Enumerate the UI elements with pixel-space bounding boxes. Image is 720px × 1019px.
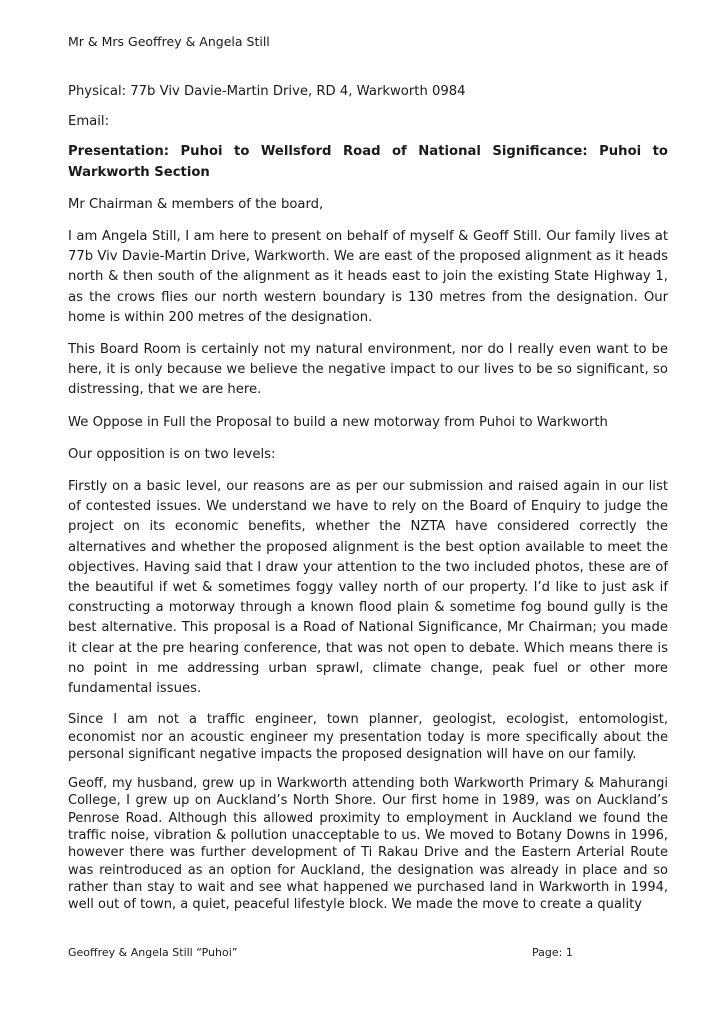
header-names: Mr & Mrs Geoffrey & Angela Still	[68, 34, 270, 49]
salutation: Mr Chairman & members of the board,	[68, 196, 324, 212]
paragraph-oppose: We Oppose in Full the Proposal to build a new motorway from Puhoi to Warkworth	[68, 414, 608, 430]
footer-title: Geoffrey & Angela Still “Puhoi”	[68, 946, 238, 959]
paragraph-intro: I am Angela Still, I am here to present on behalf of myself & Geoff Still. Our family lives at 77b Viv Davie-Martin Drive, Warkworth. We are east of the proposed alignment as it heads north & then south of the alignment as it heads east to join the existing State Highway 1, as the crows flies our north western boundary is 130 metres from the designation. Our home is within 200 metres of the designation.	[68, 229, 668, 325]
footer-page-number: Page: 1	[532, 946, 573, 959]
presentation-title: Presentation: Puhoi to Wellsford Road of National Significance: Puhoi to Warkworth Section	[68, 144, 668, 180]
paragraph-boardroom: This Board Room is certainly not my natural environment, nor do I really even want to be here, it is only because we believe the negative impact to our lives to be so significant, so distressing, that we are here.	[68, 342, 668, 398]
paragraph-background: Geoff, my husband, grew up in Warkworth attending both Warkworth Primary & Mahurangi College, I grew up on Auckland’s North Shore. Our first home in 1989, was on Auckland’s Penrose Road. Although this allowed proximity to employment in Auckland we found the traffic noise, vibration & pollution unacceptable to us. We moved to Botany Downs in 1996, however there was further development of Ti Rakau Drive and the Eastern Arterial Route was reintroduced as an option for Auckland, the designation was already in place and so rather than stay to wait and see what happened we purchased land in Warkworth in 1994, well out of town, a quiet, peaceful lifestyle block. We made the move to create a quality	[68, 776, 668, 913]
paragraph-two-levels: Our opposition is on two levels:	[68, 446, 276, 462]
paragraph-not-engineer: Since I am not a traffic engineer, town planner, geologist, ecologist, entomologist, economist nor an acoustic engineer my presentation today is more specifically about the personal significant negative impacts the proposed designation will have on our family.	[68, 712, 668, 762]
paragraph-firstly: Firstly on a basic level, our reasons are as per our submission and raised again in our list of contested issues. We understand we have to rely on the Board of Enquiry to judge the project on its economic benefits, whether the NZTA have considered correctly the alternatives and whether the proposed alignment is the best option available to meet the objectives. Having said that I draw your attention to the two included photos, these are of the beautiful if wet & sometimes foggy valley north of our property. I’d like to just ask if constructing a motorway through a known flood plain & sometime fog bound gully is the best alternative. This proposal is a Road of National Significance, Mr Chairman; you made it clear at the pre hearing conference, that was not open to debate. Which means there is no point in me addressing urban sprawl, climate change, peak fuel or other more fundamental issues.	[68, 479, 668, 697]
physical-address: Physical: 77b Viv Davie-Martin Drive, RD 4, Warkworth 0984	[68, 84, 466, 99]
document-body	[68, 82, 668, 926]
email-line: Email:	[68, 114, 110, 130]
